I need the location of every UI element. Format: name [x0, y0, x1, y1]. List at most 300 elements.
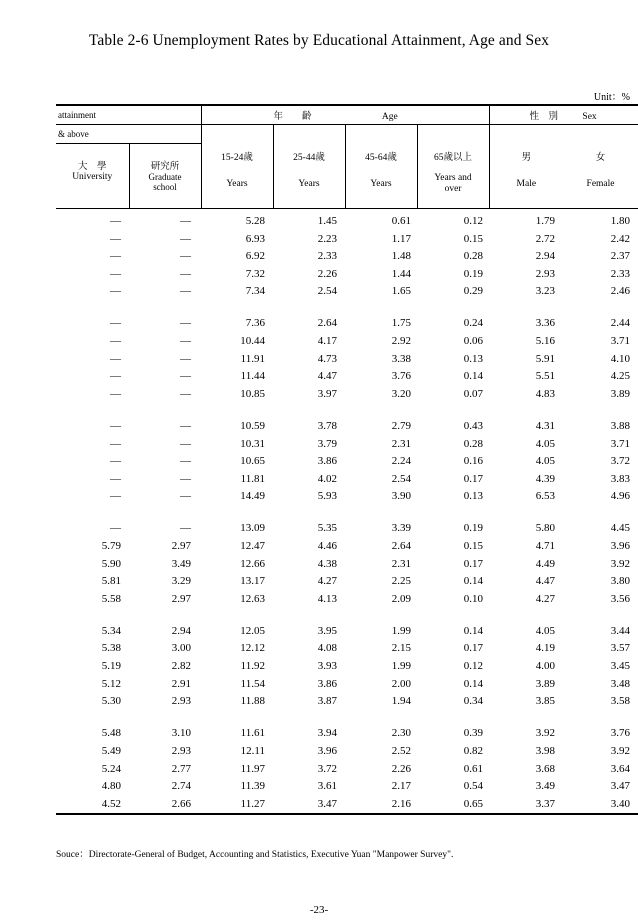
table-cell: 4.10 — [610, 352, 631, 365]
table-cell: 2.26 — [317, 267, 337, 280]
table-cell: 4.71 — [535, 540, 556, 552]
table-cell: — — [110, 419, 121, 432]
table-cell: 4.38 — [317, 557, 337, 570]
table-cell: — — [180, 387, 191, 400]
table-cell: 3.93 — [317, 660, 337, 673]
table-row — [56, 351, 638, 369]
group-spacer — [56, 506, 638, 521]
table-cell: — — [180, 285, 191, 298]
table-cell: 2.93 — [535, 267, 556, 280]
unemployment-table — [56, 104, 638, 815]
table-cell: 1.99 — [391, 624, 411, 637]
table-cell: 4.17 — [317, 335, 337, 348]
table-cell: 0.12 — [463, 660, 484, 673]
table-cell: 3.68 — [535, 762, 556, 775]
table-row — [56, 386, 638, 404]
header-age-25-44 — [273, 125, 345, 209]
table-row — [56, 333, 638, 351]
table-cell: 0.07 — [463, 387, 484, 400]
table-cell: 2.64 — [317, 317, 337, 330]
university-zh: 大 學 — [77, 162, 107, 172]
table-cell: 11.54 — [240, 677, 265, 690]
table-cell: 5.19 — [101, 660, 121, 673]
header-age-15-24 — [201, 125, 273, 209]
table-title: Table 2-6 Unemployment Rates by Educational Attainment, Age and Sex — [88, 32, 550, 49]
header-age-45-64 — [345, 125, 417, 209]
table-row — [56, 778, 638, 796]
table-row — [56, 283, 638, 301]
table-cell: 6.92 — [245, 250, 265, 263]
table-cell: 3.40 — [563, 796, 638, 815]
table-cell: 1.45 — [317, 215, 337, 227]
table-row — [56, 693, 638, 711]
table-cell: 2.37 — [610, 250, 631, 263]
table-cell: 4.96 — [610, 490, 631, 503]
table-cell: 3.20 — [391, 387, 411, 400]
table-cell: 10.85 — [240, 387, 265, 400]
table-cell: 3.72 — [317, 762, 337, 775]
group-spacer — [56, 301, 638, 316]
table-cell: 3.48 — [610, 677, 631, 690]
table-cell: 2.44 — [610, 317, 631, 330]
table-cell: — — [110, 215, 121, 227]
table-cell: 5.58 — [101, 592, 121, 605]
table-row — [56, 556, 638, 574]
table-cell: 3.36 — [535, 317, 556, 330]
table-cell: 3.89 — [610, 387, 631, 400]
age-45-64-zh: 45-64歲 — [365, 153, 397, 163]
table-cell: 3.61 — [317, 780, 337, 793]
table-row — [56, 520, 638, 538]
table-cell: 2.66 — [129, 796, 201, 815]
table-row — [56, 315, 638, 333]
table-cell: 0.14 — [463, 370, 484, 383]
group-spacer — [56, 711, 638, 726]
table-cell: 1.75 — [391, 317, 411, 330]
table-cell: 3.49 — [535, 780, 556, 793]
table-cell: 2.93 — [171, 744, 191, 757]
table-cell: 0.19 — [463, 267, 484, 280]
table-cell: 0.10 — [463, 592, 484, 605]
table-cell: 0.14 — [463, 624, 484, 637]
table-cell: 0.28 — [463, 250, 484, 263]
table-cell: 12.12 — [240, 642, 265, 655]
table-cell: 10.44 — [240, 335, 265, 348]
table-cell: 6.53 — [535, 490, 556, 503]
table-cell: 0.06 — [463, 335, 484, 348]
table-cell: 12.05 — [240, 624, 265, 637]
table-cell: 12.66 — [240, 557, 265, 570]
table-cell: 0.65 — [417, 796, 489, 815]
table-cell: 1.80 — [610, 215, 631, 227]
table-cell: 5.90 — [101, 557, 121, 570]
table-cell: 3.97 — [317, 387, 337, 400]
table-cell: 11.88 — [240, 695, 265, 708]
header-sex-group — [489, 105, 638, 125]
table-cell: 1.65 — [391, 285, 411, 298]
table-cell: 3.94 — [317, 727, 337, 740]
table-cell: 4.25 — [610, 370, 631, 383]
table-cell: 4.49 — [535, 557, 556, 570]
table-cell: 4.00 — [535, 660, 556, 673]
table-cell: 11.39 — [240, 780, 265, 793]
table-cell: — — [110, 370, 121, 383]
table-cell: 3.56 — [610, 592, 631, 605]
table-cell: 4.19 — [535, 642, 556, 655]
table-cell: 5.12 — [101, 677, 121, 690]
table-cell: 1.94 — [391, 695, 411, 708]
table-cell: — — [110, 352, 121, 365]
table-row — [56, 591, 638, 609]
table-cell: 3.38 — [391, 352, 411, 365]
table-cell: 11.61 — [240, 727, 265, 740]
header-attainment: attainment — [56, 105, 201, 125]
table-cell: 0.82 — [463, 744, 484, 757]
table-cell: — — [110, 232, 121, 245]
header-and-above: & above — [56, 125, 201, 144]
table-cell: 3.92 — [610, 557, 631, 570]
table-cell: 3.85 — [535, 695, 556, 708]
table-cell: 0.13 — [463, 352, 484, 365]
table-row — [56, 368, 638, 386]
table-cell: 3.45 — [610, 660, 631, 673]
table-cell: 5.51 — [535, 370, 556, 383]
table-cell: 2.72 — [535, 232, 556, 245]
table-cell: 3.96 — [317, 744, 337, 757]
table-cell: 4.45 — [610, 522, 631, 535]
table-cell: 5.79 — [101, 540, 121, 552]
table-cell: 5.81 — [101, 575, 121, 588]
table-cell: 2.54 — [317, 285, 337, 298]
table-cell: 1.44 — [391, 267, 411, 280]
table-row — [56, 623, 638, 641]
table-cell: 3.37 — [489, 796, 563, 815]
table-cell: 0.14 — [463, 677, 484, 690]
table-cell: — — [180, 250, 191, 263]
table-row — [56, 266, 638, 284]
table-cell: — — [110, 522, 121, 535]
table-cell: 12.11 — [240, 744, 265, 757]
table-cell: 0.34 — [463, 695, 484, 708]
table-cell: 2.46 — [610, 285, 631, 298]
table-cell: 11.44 — [240, 370, 265, 383]
table-cell: 13.09 — [240, 522, 265, 535]
age-45-64-en: Years — [370, 179, 392, 189]
table-cell: — — [110, 267, 121, 280]
table-row — [56, 213, 638, 231]
unit-label: Unit：% — [593, 92, 630, 103]
table-cell: 5.28 — [245, 215, 265, 227]
table-cell: — — [110, 455, 121, 468]
table-cell: 3.72 — [610, 455, 631, 468]
graduate-en: Graduate school — [148, 172, 182, 192]
header-sex-en: Sex — [582, 112, 597, 122]
table-cell: 4.31 — [535, 419, 556, 432]
table-cell: 5.48 — [101, 727, 121, 740]
table-cell: 0.12 — [463, 215, 484, 227]
table-cell: 0.17 — [463, 472, 484, 485]
table-cell: 2.77 — [171, 762, 191, 775]
table-cell: 11.81 — [240, 472, 265, 485]
table-cell: 2.31 — [391, 557, 411, 570]
table-cell: 12.63 — [240, 592, 265, 605]
table-cell: 0.61 — [463, 762, 484, 775]
table-row — [56, 573, 638, 591]
table-cell: 3.88 — [610, 419, 631, 432]
table-cell: 0.13 — [463, 490, 484, 503]
table-cell: 3.83 — [610, 472, 631, 485]
age-15-24-en: Years — [226, 179, 248, 189]
table-cell: 2.52 — [391, 744, 411, 757]
table-cell: 2.26 — [391, 762, 411, 775]
table-cell: — — [180, 352, 191, 365]
table-cell: 3.95 — [317, 624, 337, 637]
table-cell: 10.59 — [240, 419, 265, 432]
table-cell: 0.17 — [463, 642, 484, 655]
table-cell: 4.80 — [101, 780, 121, 793]
table-cell: 3.29 — [171, 575, 191, 588]
table-cell: 1.48 — [391, 250, 411, 263]
table-cell: 5.35 — [317, 522, 337, 535]
table-cell: 2.94 — [171, 624, 191, 637]
table-cell: — — [180, 317, 191, 330]
table-cell: — — [180, 490, 191, 503]
table-cell: 2.42 — [610, 232, 631, 245]
table-cell: — — [110, 335, 121, 348]
table-cell: 12.47 — [240, 540, 265, 552]
table-cell: 3.79 — [317, 437, 337, 450]
table-cell: 0.61 — [391, 215, 411, 227]
table-cell: 2.33 — [317, 250, 337, 263]
table-cell: 0.29 — [463, 285, 484, 298]
table-row — [56, 418, 638, 436]
table-cell: 3.76 — [391, 370, 411, 383]
table-cell: 2.24 — [391, 455, 411, 468]
source-note: Souce：Directorate-General of Budget, Accounting and Statistics, Executive Yuan "Manpower Survey". — [56, 850, 454, 860]
table-cell: 4.05 — [535, 437, 556, 450]
table-cell: 2.00 — [391, 677, 411, 690]
table-cell: 0.14 — [463, 575, 484, 588]
table-cell: 2.64 — [391, 540, 411, 552]
table-row — [56, 761, 638, 779]
table-cell: 3.47 — [273, 796, 345, 815]
table-cell: 4.52 — [56, 796, 129, 815]
table-cell: 3.78 — [317, 419, 337, 432]
table-row — [56, 538, 638, 556]
table-cell: 3.76 — [610, 727, 631, 740]
header-age-en: Age — [381, 112, 398, 122]
table-cell: 4.46 — [317, 540, 337, 552]
table-cell: 7.36 — [245, 317, 265, 330]
table-row — [56, 676, 638, 694]
table-row — [56, 640, 638, 658]
table-cell: 2.92 — [391, 335, 411, 348]
table-cell: — — [180, 335, 191, 348]
table-cell: — — [180, 419, 191, 432]
table-cell: 2.54 — [391, 472, 411, 485]
table-cell: 3.64 — [610, 762, 631, 775]
table-cell: 6.93 — [245, 232, 265, 245]
table-cell: — — [110, 387, 121, 400]
table-cell: 14.49 — [240, 490, 265, 503]
table-row — [56, 436, 638, 454]
table-row — [56, 453, 638, 471]
table-row — [56, 471, 638, 489]
table-cell: 3.00 — [171, 642, 191, 655]
table-cell: 3.92 — [535, 727, 556, 740]
table-cell: 3.39 — [391, 522, 411, 535]
table-row — [56, 725, 638, 743]
age-65-over-zh: 65歲以上 — [434, 153, 473, 163]
table-cell: 0.43 — [463, 419, 484, 432]
table-cell: 3.90 — [391, 490, 411, 503]
table-cell: 4.73 — [317, 352, 337, 365]
table-cell: 11.91 — [240, 352, 265, 365]
table-cell: 3.47 — [610, 780, 631, 793]
table-row — [56, 796, 638, 815]
table-cell: 5.34 — [101, 624, 121, 637]
table-cell: 2.82 — [171, 660, 191, 673]
data-table-container — [56, 104, 638, 815]
table-cell: 5.38 — [101, 642, 121, 655]
table-cell: 3.44 — [610, 624, 631, 637]
table-cell: 2.93 — [171, 695, 191, 708]
group-spacer — [56, 608, 638, 623]
table-cell: 4.08 — [317, 642, 337, 655]
header-female — [563, 125, 638, 209]
header-university — [56, 144, 129, 209]
table-cell: 10.65 — [240, 455, 265, 468]
table-cell: — — [180, 437, 191, 450]
table-cell: 2.33 — [610, 267, 631, 280]
table-cell: 10.31 — [240, 437, 265, 450]
table-cell: 4.27 — [317, 575, 337, 588]
table-cell: 3.71 — [610, 335, 631, 348]
table-row — [56, 488, 638, 506]
header-age-65-over — [417, 125, 489, 209]
table-cell: 4.47 — [317, 370, 337, 383]
table-cell: 2.31 — [391, 437, 411, 450]
table-cell: 4.83 — [535, 387, 556, 400]
page-number: -23- — [309, 904, 329, 916]
table-cell: — — [180, 370, 191, 383]
table-cell: 2.79 — [391, 419, 411, 432]
table-row — [56, 231, 638, 249]
table-cell: 4.27 — [535, 592, 556, 605]
table-cell: 3.23 — [535, 285, 556, 298]
table-cell: 3.49 — [171, 557, 191, 570]
table-cell: 3.58 — [610, 695, 631, 708]
table-cell: 3.98 — [535, 744, 556, 757]
male-zh: 男 — [521, 153, 532, 163]
table-cell: 5.91 — [535, 352, 556, 365]
table-cell: 2.16 — [345, 796, 417, 815]
table-cell: — — [110, 317, 121, 330]
table-cell: 0.24 — [463, 317, 484, 330]
age-65-over-en: Years and over — [434, 173, 472, 194]
table-cell: 3.57 — [610, 642, 631, 655]
table-cell: — — [180, 267, 191, 280]
table-cell: 5.30 — [101, 695, 121, 708]
header-age-zh: 年 齡 — [273, 112, 312, 122]
table-cell: 11.92 — [240, 660, 265, 673]
table-body — [56, 213, 638, 814]
table-cell: 2.91 — [171, 677, 191, 690]
table-row — [56, 248, 638, 266]
header-graduate — [129, 144, 201, 209]
table-cell: 11.27 — [201, 796, 273, 815]
table-cell: 3.96 — [610, 540, 631, 552]
table-cell: 4.02 — [317, 472, 337, 485]
table-cell: 7.34 — [245, 285, 265, 298]
table-cell: 2.09 — [391, 592, 411, 605]
table-cell: 4.13 — [317, 592, 337, 605]
table-cell: 5.49 — [101, 744, 121, 757]
table-cell: — — [110, 490, 121, 503]
table-cell: 2.94 — [535, 250, 556, 263]
table-cell: 2.97 — [171, 592, 191, 605]
table-cell: 0.15 — [463, 540, 484, 552]
table-cell: 2.23 — [317, 232, 337, 245]
table-cell: — — [180, 522, 191, 535]
table-cell: 5.16 — [535, 335, 556, 348]
table-cell: 0.17 — [463, 557, 484, 570]
table-cell: 0.16 — [463, 455, 484, 468]
table-cell: 5.24 — [101, 762, 121, 775]
table-cell: 13.17 — [240, 575, 265, 588]
table-cell: — — [180, 472, 191, 485]
table-cell: 2.30 — [391, 727, 411, 740]
female-en: Female — [586, 179, 615, 189]
table-cell: — — [180, 215, 191, 227]
table-cell: 11.97 — [240, 762, 265, 775]
table-cell: 3.92 — [610, 744, 631, 757]
table-cell: 3.80 — [610, 575, 631, 588]
table-cell: 0.19 — [463, 522, 484, 535]
header-sex-zh: 性 別 — [529, 112, 559, 122]
table-cell: 3.87 — [317, 695, 337, 708]
table-cell: 5.80 — [535, 522, 556, 535]
table-cell: 7.32 — [245, 267, 265, 280]
table-cell: — — [110, 437, 121, 450]
table-cell: 0.15 — [463, 232, 484, 245]
table-cell: — — [110, 250, 121, 263]
table-cell: 2.17 — [391, 780, 411, 793]
female-zh: 女 — [595, 153, 606, 163]
table-cell: — — [180, 232, 191, 245]
header-age-group — [201, 105, 489, 125]
male-en: Male — [516, 179, 537, 189]
table-cell: — — [110, 285, 121, 298]
table-cell: 4.05 — [535, 624, 556, 637]
table-row — [56, 743, 638, 761]
table-header — [56, 105, 638, 213]
age-25-44-en: Years — [298, 179, 320, 189]
university-en: University — [72, 172, 113, 182]
table-cell: 0.28 — [463, 437, 484, 450]
age-25-44-zh: 25-44歲 — [293, 153, 325, 163]
table-cell: 3.71 — [610, 437, 631, 450]
graduate-zh: 研究所 — [150, 162, 180, 172]
table-cell: 4.47 — [535, 575, 556, 588]
table-cell: 0.54 — [463, 780, 484, 793]
table-cell: — — [180, 455, 191, 468]
table-cell: 4.05 — [535, 455, 556, 468]
table-cell: 0.39 — [463, 727, 484, 740]
group-spacer — [56, 403, 638, 418]
table-cell: 1.17 — [391, 232, 411, 245]
table-cell: 2.74 — [171, 780, 191, 793]
